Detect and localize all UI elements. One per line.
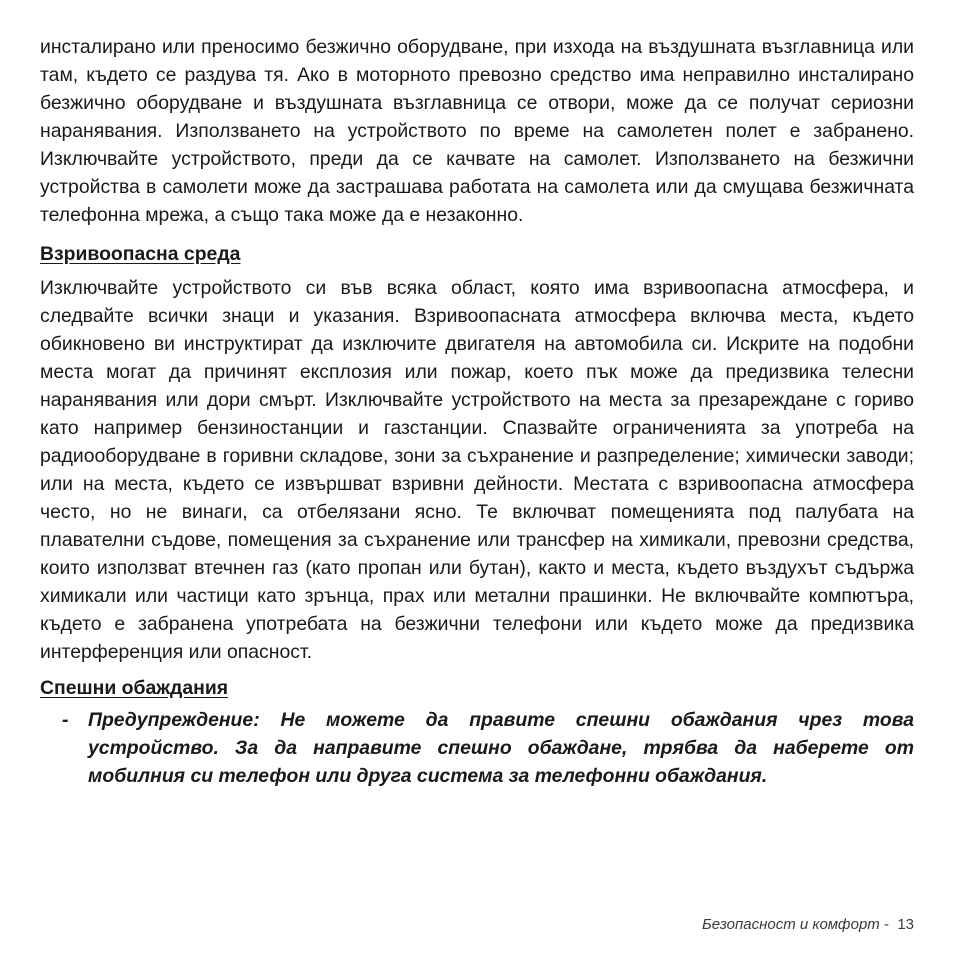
- page-footer: [702, 916, 914, 933]
- explosive-atmosphere-paragraph: Изключвайте устройството си във всяка област, която има взривоопасна атмосфера, и следвайте всички знаци и указания. Взривоопасната атмосфера включва места, където обикновено ви инструктират да изключите двигателя на автомобила си. Искрите на подобни места могат да причинят експлозия или пожар, което пък може да предизвика телесни наранявания или дори смърт. Изключвайте устройството на места за презареждане с гориво като например бензиностанции и газстанции. Спазвайте ограниченията за употреба на радиооборудване в горивни складове, зони за съхранение и разпределение; химически заводи; или на места, където се извършват взривни дейности. Местата с взривоопасна атмосфера често, но не винаги, са отбелязани ясно. Те включват помещенията под палубата на плавателни съдове, помещения за съхранение или трансфер на химикали, превозни средства, които използват втечнен газ (като пропан или бутан), както и места, където въздухът съдържа химикали или частици като зрънца, прах или метални прашинки. Не включвайте компютъра, където е забранена употребата на безжични телефони или където може да предизвика интерференция или опасност.: [40, 277, 914, 663]
- bullet-dash: -: [62, 709, 69, 731]
- page-number: 13: [897, 916, 914, 933]
- emergency-calls-heading: Спешни обаждания: [40, 677, 229, 699]
- footer-section-title: Безопасност и комфорт: [701, 916, 880, 933]
- emergency-warning-list-item: [40, 706, 914, 790]
- document-body: [40, 33, 914, 790]
- explosive-atmosphere-heading: Взривоопасна среда: [40, 243, 241, 265]
- emergency-warning-text: Предупреждение: Не можете да правите спешни обаждания чрез това устройство. За да направите спешно обаждане, трябва да наберете от мобилния си телефон или друга система за телефонни обаждания.: [88, 709, 914, 787]
- intro-paragraph: инсталирано или преносимо безжично оборудване, при изхода на въздушната възглавница или там, където се раздува тя. Ако в моторното превозно средство има неправилно инсталирано безжично оборудване и въздушната възглавница се отвори, може да се получат сериозни наранявания. Използването на устройството по време на самолетен полет е забранено. Изключвайте устройството, преди да се качвате на самолет. Използването на безжични устройства в самолети може да застрашава работата на самолета или да смущава безжичната телефонна мрежа, а също така може да е незаконно.: [40, 36, 914, 226]
- footer-separator: -: [879, 916, 898, 933]
